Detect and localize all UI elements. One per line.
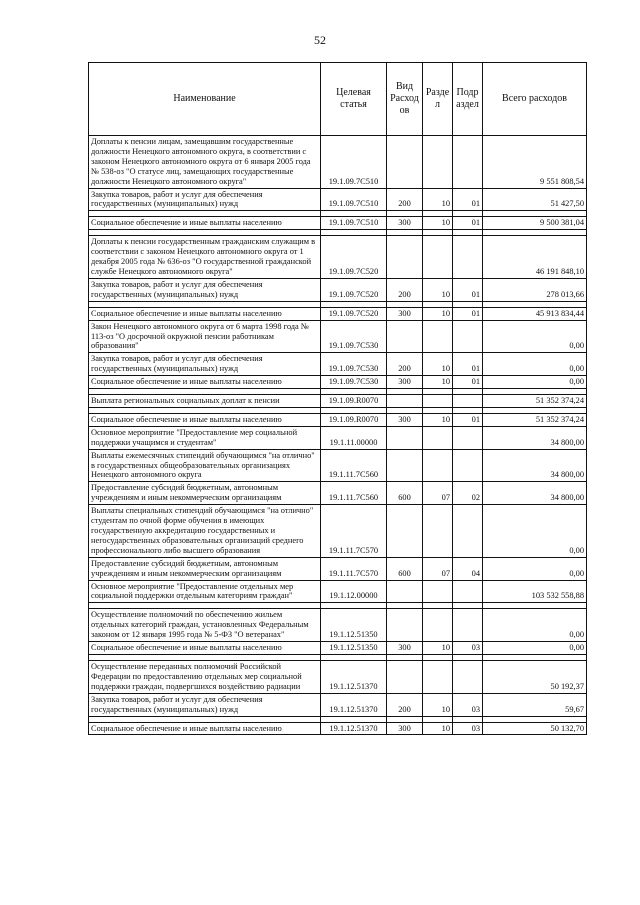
cell-expense-type [387, 505, 423, 558]
cell-amount: 50 192,37 [483, 660, 587, 693]
table-row [89, 278, 587, 301]
cell-expense-type: 600 [387, 482, 423, 505]
table-row [89, 353, 587, 376]
cell-expense-type: 300 [387, 722, 423, 735]
cell-name: Осуществление переданных полномочий Российской Федерации по предоставлению отдельных мер социальной поддержки граждан, подвергшихся воздействию радиации [89, 660, 321, 693]
table-row [89, 217, 587, 230]
cell-name: Закупка товаров, работ и услуг для обеспечения государственных (муниципальных) нужд [89, 188, 321, 211]
cell-target: 19.1.11.00000 [321, 426, 387, 449]
cell-target: 19.1.12.51350 [321, 642, 387, 655]
cell-target: 19.1.12.51370 [321, 693, 387, 716]
cell-amount: 0,00 [483, 353, 587, 376]
cell-section: 10 [423, 642, 453, 655]
cell-target: 19.1.09.7С530 [321, 353, 387, 376]
cell-subsection [453, 505, 483, 558]
table-row [89, 426, 587, 449]
cell-section [423, 320, 453, 353]
cell-name: Основное мероприятие "Предоставление мер социальной поддержки учащимся и студентам" [89, 426, 321, 449]
table-row [89, 449, 587, 482]
cell-target: 19.1.09.7С520 [321, 278, 387, 301]
table-row [89, 136, 587, 189]
table-row [89, 307, 587, 320]
table-row [89, 376, 587, 389]
cell-section: 07 [423, 557, 453, 580]
cell-subsection: 04 [453, 557, 483, 580]
cell-name: Предоставление субсидий бюджетным, автономным учреждениям и иным некоммерческим организациям [89, 482, 321, 505]
table-row [89, 580, 587, 603]
table-row [89, 395, 587, 408]
cell-expense-type: 200 [387, 353, 423, 376]
cell-expense-type: 300 [387, 376, 423, 389]
cell-subsection: 01 [453, 188, 483, 211]
cell-amount: 0,00 [483, 642, 587, 655]
cell-name: Закупка товаров, работ и услуг для обеспечения государственных (муниципальных) нужд [89, 278, 321, 301]
cell-section [423, 236, 453, 279]
cell-amount: 51 352 374,24 [483, 413, 587, 426]
cell-amount: 34 800,00 [483, 426, 587, 449]
cell-target: 19.1.09.7С510 [321, 136, 387, 189]
cell-target: 19.1.12.51370 [321, 660, 387, 693]
table-body [89, 136, 587, 735]
cell-subsection: 01 [453, 413, 483, 426]
cell-target: 19.1.09.7С510 [321, 188, 387, 211]
cell-name: Социальное обеспечение и иные выплаты населению [89, 722, 321, 735]
cell-section [423, 136, 453, 189]
cell-section: 10 [423, 376, 453, 389]
table-row [89, 236, 587, 279]
cell-target: 19.1.09.7С530 [321, 320, 387, 353]
cell-expense-type [387, 609, 423, 642]
cell-section: 10 [423, 353, 453, 376]
cell-section: 10 [423, 278, 453, 301]
cell-subsection: 01 [453, 376, 483, 389]
cell-section [423, 426, 453, 449]
cell-target: 19.1.11.7С570 [321, 505, 387, 558]
cell-section: 10 [423, 307, 453, 320]
cell-subsection: 02 [453, 482, 483, 505]
cell-amount: 50 132,70 [483, 722, 587, 735]
cell-expense-type: 200 [387, 188, 423, 211]
table-row [89, 320, 587, 353]
cell-name: Осуществление полномочий по обеспечению жильем отдельных категорий граждан, установленных Федеральным законом от 12 января 1995 года № 5-ФЗ "О ветеранах" [89, 609, 321, 642]
cell-subsection: 01 [453, 353, 483, 376]
cell-name: Основное мероприятие "Предоставление отдельных мер социальной поддержки отдельным категориям граждан" [89, 580, 321, 603]
cell-subsection: 03 [453, 693, 483, 716]
cell-expense-type [387, 449, 423, 482]
header-target: Целевая статья [321, 63, 387, 136]
cell-target: 19.1.09.7С530 [321, 376, 387, 389]
budget-table [88, 62, 587, 735]
cell-amount: 46 191 848,10 [483, 236, 587, 279]
cell-section: 10 [423, 188, 453, 211]
cell-amount: 278 013,66 [483, 278, 587, 301]
cell-target: 19.1.11.7С570 [321, 557, 387, 580]
cell-subsection [453, 580, 483, 603]
cell-amount: 51 352 374,24 [483, 395, 587, 408]
table-row [89, 693, 587, 716]
cell-amount: 51 427,50 [483, 188, 587, 211]
cell-expense-type [387, 136, 423, 189]
header-subsection: Подр аздел [453, 63, 483, 136]
cell-amount: 0,00 [483, 376, 587, 389]
cell-subsection [453, 660, 483, 693]
table-row [89, 482, 587, 505]
cell-expense-type: 300 [387, 413, 423, 426]
cell-target: 19.1.09.7С520 [321, 307, 387, 320]
table-header-row [89, 63, 587, 136]
cell-name: Доплаты к пенсии лицам, замещавшим государственные должности Ненецкого автономного округа, в соответствии с законом Ненецкого автономного округа от 6 января 2005 года № 538-оз "О статусе лиц, замещающих государственные должности Ненецкого автономного округа" [89, 136, 321, 189]
cell-amount: 0,00 [483, 320, 587, 353]
cell-target: 19.1.11.7С560 [321, 449, 387, 482]
cell-amount: 9 551 808,54 [483, 136, 587, 189]
cell-section: 10 [423, 693, 453, 716]
cell-subsection [453, 136, 483, 189]
cell-section [423, 395, 453, 408]
cell-name: Социальное обеспечение и иные выплаты населению [89, 217, 321, 230]
header-total: Всего расходов [483, 63, 587, 136]
page-number: 52 [314, 33, 326, 47]
header-section: Разде л [423, 63, 453, 136]
cell-amount: 0,00 [483, 609, 587, 642]
cell-subsection: 01 [453, 217, 483, 230]
cell-subsection: 03 [453, 722, 483, 735]
cell-expense-type [387, 580, 423, 603]
table-row [89, 505, 587, 558]
cell-expense-type [387, 660, 423, 693]
table-row [89, 188, 587, 211]
cell-expense-type: 300 [387, 217, 423, 230]
cell-amount: 0,00 [483, 557, 587, 580]
cell-name: Закон Ненецкого автономного округа от 6 марта 1998 года № 113-оз "О досрочной окружной пенсии работникам образования" [89, 320, 321, 353]
cell-amount: 59,67 [483, 693, 587, 716]
cell-section: 10 [423, 413, 453, 426]
cell-section [423, 449, 453, 482]
cell-subsection: 01 [453, 307, 483, 320]
cell-target: 19.1.09.R0070 [321, 413, 387, 426]
cell-section: 07 [423, 482, 453, 505]
cell-subsection [453, 236, 483, 279]
table-row [89, 642, 587, 655]
header-expense-type: Вид Расход ов [387, 63, 423, 136]
cell-section [423, 660, 453, 693]
cell-target: 19.1.09.7С510 [321, 217, 387, 230]
cell-target: 19.1.12.51370 [321, 722, 387, 735]
cell-expense-type [387, 426, 423, 449]
cell-name: Закупка товаров, работ и услуг для обеспечения государственных (муниципальных) нужд [89, 353, 321, 376]
cell-expense-type: 300 [387, 307, 423, 320]
cell-subsection [453, 320, 483, 353]
cell-amount: 34 800,00 [483, 482, 587, 505]
cell-expense-type [387, 395, 423, 408]
cell-subsection [453, 449, 483, 482]
cell-expense-type: 200 [387, 693, 423, 716]
cell-subsection [453, 609, 483, 642]
cell-name: Социальное обеспечение и иные выплаты населению [89, 413, 321, 426]
cell-section [423, 505, 453, 558]
cell-subsection: 03 [453, 642, 483, 655]
cell-target: 19.1.12.00000 [321, 580, 387, 603]
cell-expense-type [387, 236, 423, 279]
cell-amount: 45 913 834,44 [483, 307, 587, 320]
cell-target: 19.1.09.7С520 [321, 236, 387, 279]
table-row [89, 413, 587, 426]
cell-target: 19.1.11.7С560 [321, 482, 387, 505]
cell-name: Социальное обеспечение и иные выплаты населению [89, 307, 321, 320]
cell-name: Выплаты специальных стипендий обучающимся "на отлично" студентам по очной форме обучения в имеющих государственную аккредитацию государственных и негосударственных образовательных организаций среднего профессионального либо высшего образования [89, 505, 321, 558]
cell-expense-type: 300 [387, 642, 423, 655]
cell-section [423, 609, 453, 642]
table-row [89, 660, 587, 693]
table-row [89, 609, 587, 642]
cell-subsection: 01 [453, 278, 483, 301]
cell-name: Доплаты к пенсии государственным гражданским служащим в соответствии с законом Ненецкого автономного округа от 1 декабря 2005 года № 636-оз "О государственной гражданской службе Ненецкого автономного округа" [89, 236, 321, 279]
cell-name: Выплаты ежемесячных стипендий обучающимся "на отлично" в государственных общеобразовательных организациях Ненецкого автономного округа [89, 449, 321, 482]
cell-amount: 34 800,00 [483, 449, 587, 482]
cell-target: 19.1.09.R0070 [321, 395, 387, 408]
cell-amount: 9 500 381,04 [483, 217, 587, 230]
cell-section: 10 [423, 722, 453, 735]
cell-expense-type: 200 [387, 278, 423, 301]
table-row [89, 557, 587, 580]
cell-amount: 103 532 558,88 [483, 580, 587, 603]
cell-expense-type: 600 [387, 557, 423, 580]
header-name: Наименование [89, 63, 321, 136]
cell-name: Выплата региональных социальных доплат к пенсии [89, 395, 321, 408]
cell-name: Закупка товаров, работ и услуг для обеспечения государственных (муниципальных) нужд [89, 693, 321, 716]
cell-expense-type [387, 320, 423, 353]
cell-section [423, 580, 453, 603]
cell-section: 10 [423, 217, 453, 230]
cell-name: Социальное обеспечение и иные выплаты населению [89, 376, 321, 389]
table-row [89, 722, 587, 735]
cell-amount: 0,00 [483, 505, 587, 558]
cell-target: 19.1.12.51350 [321, 609, 387, 642]
cell-name: Предоставление субсидий бюджетным, автономным учреждениям и иным некоммерческим организациям [89, 557, 321, 580]
cell-name: Социальное обеспечение и иные выплаты населению [89, 642, 321, 655]
cell-subsection [453, 395, 483, 408]
cell-subsection [453, 426, 483, 449]
